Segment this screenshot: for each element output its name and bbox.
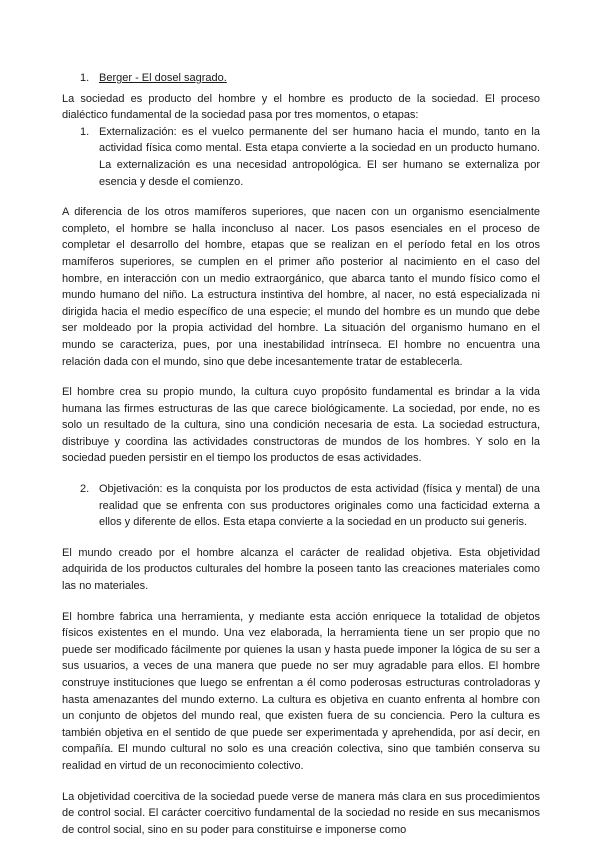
section-title: Berger - El dosel sagrado. xyxy=(99,72,227,84)
step-number: 2. xyxy=(80,483,90,496)
step-number: 1. xyxy=(80,125,90,138)
step-text: Objetivación: es la conquista por los productos de esta actividad (física y mental) de una realidad que se enfrenta con sus productores originales como una facticidad externa a ellos y diferente de ellos. Esta etapa convierte a la sociedad en un producto sui generis. xyxy=(99,483,540,529)
paragraph-desarrollo: A diferencia de los otros mamíferos superiores, que nacen con un organismo esencialmente completo, el hombre se halla inconcluso al nacer. Los pasos esenciales en el proceso de completar el desarrollo del hombre, etapas que se realizan en el período fetal en los otros mamíferos superiores, se cumplen en el primer año posterior al nacimiento en el caso del hombre, en interacción con un medio extraorgánico, que abarca tanto el mundo físico como el mundo humano del niño. La estructura instintiva del hombre, al nacer, no está especializada ni dirigida hacia el medio específico de una especie; el mundo del hombre es un mundo que debe ser moldeado por la propia actividad del hombre. La situación del organismo humano en el mundo se caracteriza, pues, por una inestabilidad intrínseca. El hombre no encuentra una relación dada con el mundo, sino que debe incesantemente tratar de establecerla. xyxy=(62,206,540,368)
section-heading xyxy=(62,70,540,87)
paragraph-control-social: La objetividad coercitiva de la sociedad puede verse de manera más clara en sus procedimientos de control social. El carácter coercitivo fundamental de la sociedad no reside en sus mecanismos de control social, sino en su poder para constituirse e imponerse como xyxy=(62,790,540,836)
paragraph-realidad-objetiva: El mundo creado por el hombre alcanza el carácter de realidad objetiva. Esta objetividad adquirida de los productos culturales del hombre la poseen tanto las creaciones materiales como las no materiales. xyxy=(62,546,540,593)
paragraph-cultura: El hombre crea su propio mundo, la cultura cuyo propósito fundamental es brindar a la vida humana las firmes estructuras de las que carece biológicamente. La sociedad, por ende, no es solo un resultado de la cultura, sino una condición necesaria de esta. La sociedad estructura, distribuye y coordina las actividades constructoras de mundos de los hombres. Y solo en la sociedad pueden persistir en el tiempo los productos de esas actividades. xyxy=(62,386,540,465)
intro-paragraph: La sociedad es producto del hombre y el hombre es producto de la sociedad. El proceso dialéctico fundamental de la sociedad pasa por tres momentos, o etapas: xyxy=(62,92,540,122)
step-externalizacion xyxy=(62,124,540,190)
step-objetivacion xyxy=(62,481,540,531)
step-text: Externalización: es el vuelco permanente del ser humano hacia el mundo, tanto en la actividad física como mental. Esta etapa convierte a la sociedad en un producto humano. La externalización es una necesidad antropológica. El ser humano se externaliza por esencia y desde el comienzo. xyxy=(99,125,540,188)
section-number: 1. xyxy=(80,72,90,84)
paragraph-herramienta: El hombre fabrica una herramienta, y mediante esta acción enriquece la totalidad de objetos físicos existentes en el mundo. Una vez elaborada, la herramienta tiene un ser propio que no puede ser modificado fácilmente por quienes la usan y hasta puede imponer la lógica de su ser a sus usuarios, a veces de una manera que puede no ser muy agradable para ellos. El hombre construye instituciones que luego se enfrentan a él como poderosas estructuras controladoras y hasta amenazantes del mundo externo. La cultura es objetiva en cuanto enfrenta al hombre con un conjunto de objetos del mundo real, que existen fuera de su conciencia. Pero la cultura es también objetiva en el sentido de que puede ser experimentada y aprehendida, por así decir, en compañía. El mundo cultural no solo es una creación colectiva, sino que también conserva su realidad en virtud de un reconocimiento colectivo. xyxy=(62,610,540,772)
